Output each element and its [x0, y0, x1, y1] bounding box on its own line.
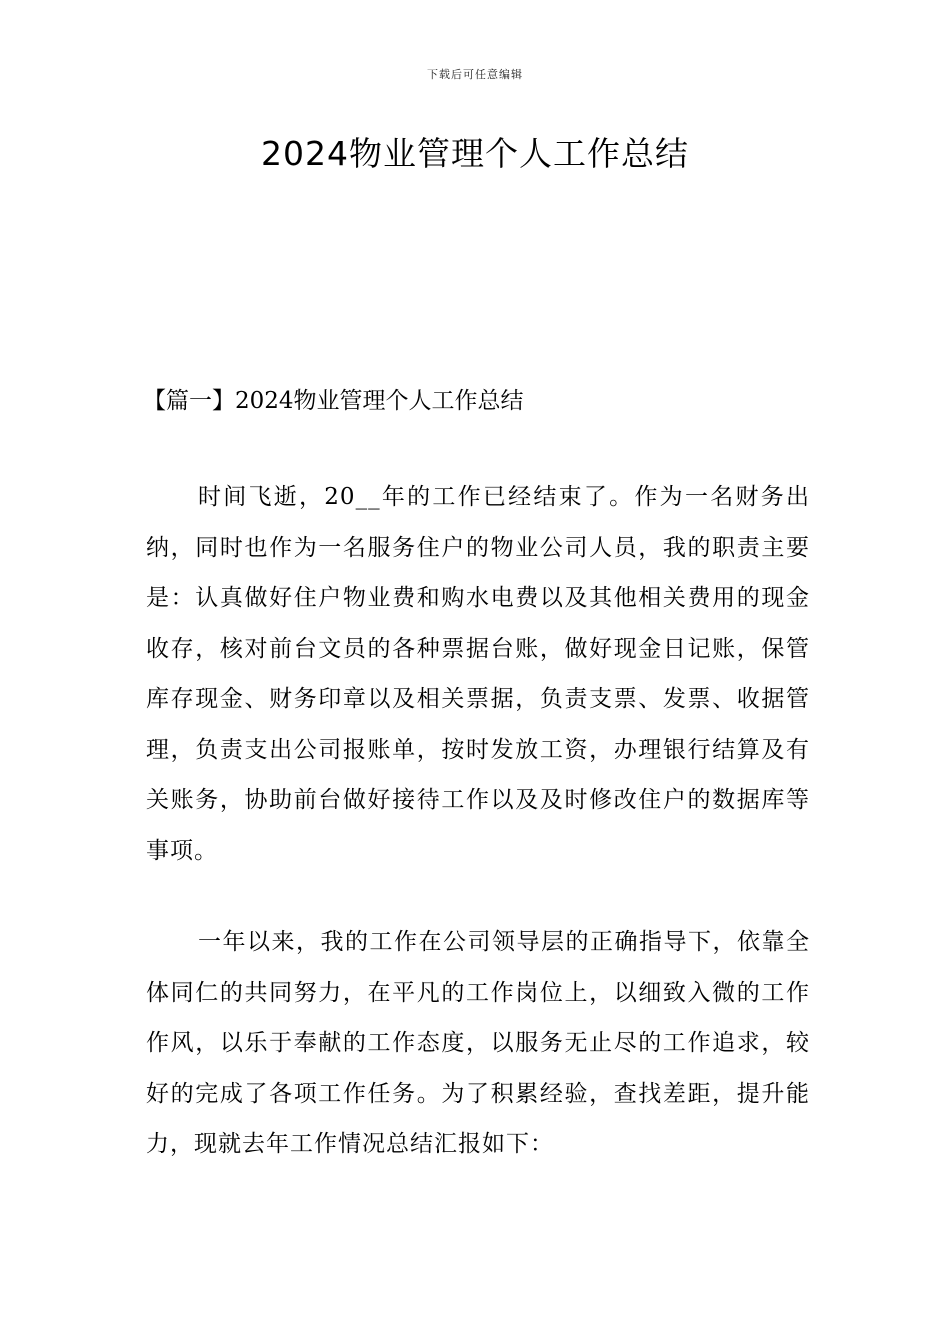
body-paragraph: 一年以来，我的工作在公司领导层的正确指导下，依靠全体同仁的共同努力，在平凡的工作岗位上，以细致入微的工作作风，以乐于奉献的工作态度，以服务无止尽的工作追求，较好的完成了各项工作任务。为了积累经验，查找差距，提升能力，现就去年工作情况总结汇报如下：	[146, 929, 810, 1157]
section-heading: 【篇一】2024物业管理个人工作总结	[143, 388, 524, 414]
document-title: 2024物业管理个人工作总结	[261, 134, 689, 173]
header-note: 下载后可任意编辑	[427, 68, 523, 81]
body-paragraph: 时间飞逝，20__年的工作已经结束了。作为一名财务出纳，同时也作为一名服务住户的物业公司人员，我的职责主要是：认真做好住户物业费和购水电费以及其他相关费用的现金收存，核对前台文员的各种票据台账，做好现金日记账，保管库存现金、财务印章以及相关票据，负责支票、发票、收据管理，负责支出公司报账单，按时发放工资，办理银行结算及有关账务，协助前台做好接待工作以及及时修改住户的数据库等事项。	[146, 484, 810, 864]
